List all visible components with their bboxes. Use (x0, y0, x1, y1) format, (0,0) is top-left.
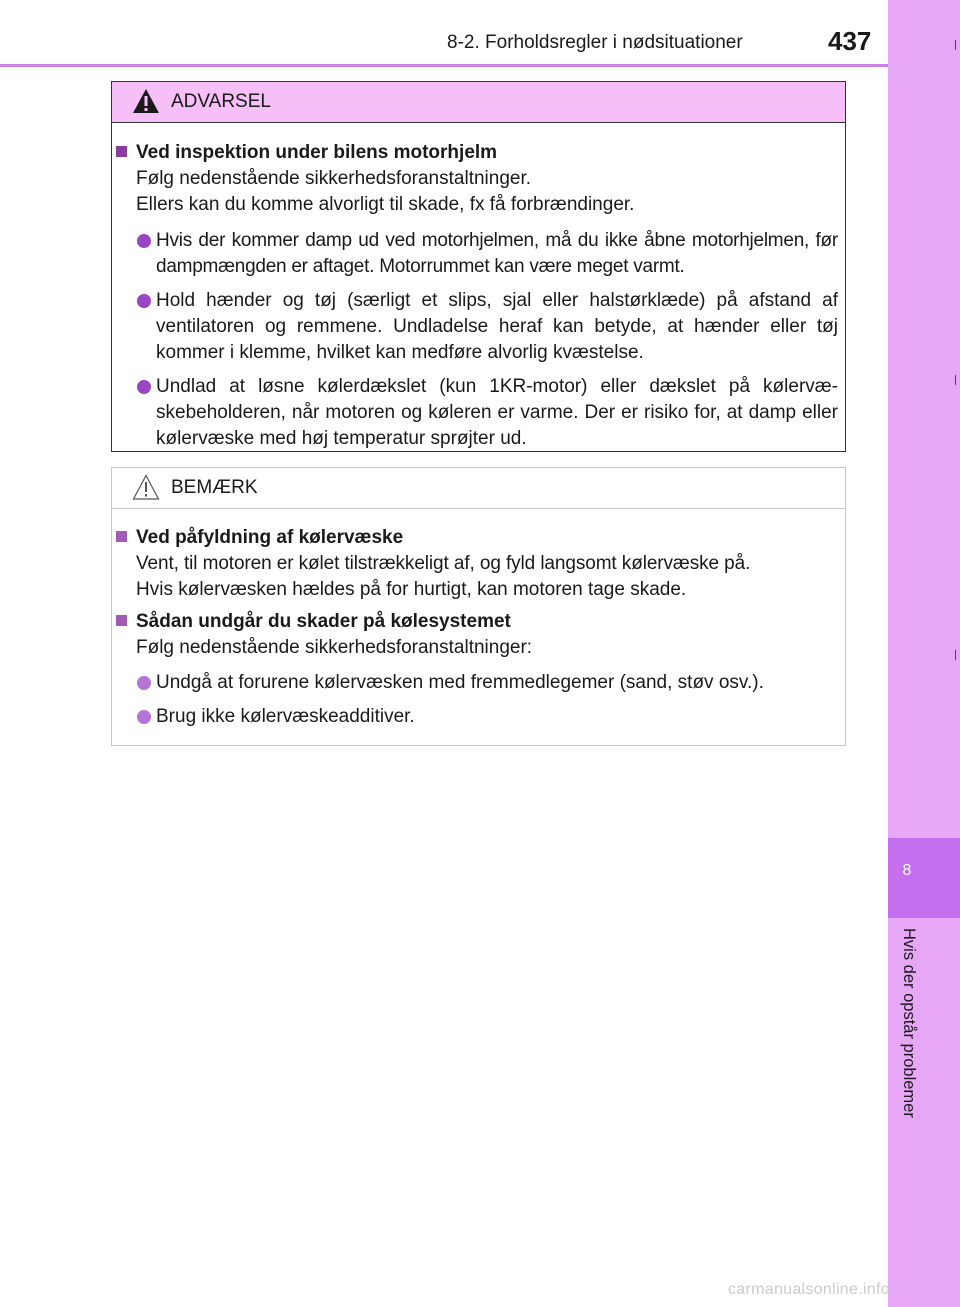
warning-content (112, 139, 845, 452)
notice-box (111, 467, 846, 746)
round-bullet-icon (137, 294, 151, 308)
header-rule (0, 64, 888, 67)
notice-bullet: Brug ikke kølervæskeadditiver. (136, 704, 838, 730)
round-bullet-icon (137, 380, 151, 394)
warning-heading: Ved inspektion under bilens motorhjelm (136, 139, 838, 166)
warning-intro: Følg nedenstående sikkerhedsforanstaltninger. Ellers kan du komme alvorligt til skade, fx få forbrændinger. (136, 168, 635, 215)
square-bullet-icon (116, 146, 127, 157)
notice-content (112, 524, 845, 730)
notice-bullet: Undgå at forurene kølervæsken med fremmedlegemer (sand, støv osv.). (136, 670, 838, 696)
page-number: 437 (828, 26, 872, 56)
crop-mark (955, 650, 956, 660)
warning-label: ADVARSEL (171, 91, 271, 112)
notice-label: BEMÆRK (171, 477, 258, 498)
watermark: carmanualsonline.info (728, 1281, 890, 1298)
round-bullet-icon (137, 710, 151, 724)
notice-text-1: Vent, til motoren er kølet tilstrækkeligt af, og fyld langsomt kølervæske på. Hvis kølervæsken hældes på for hurtigt, kan motoren tage skade. (136, 553, 751, 600)
warning-header (112, 82, 845, 123)
notice-text-2: Følg nedenstående sikkerhedsforanstaltninger: (136, 637, 533, 658)
square-bullet-icon (116, 531, 127, 542)
notice-heading-2: Sådan undgår du skader på kølesystemet (136, 608, 838, 635)
crop-mark (955, 40, 956, 50)
notice-header (112, 468, 845, 509)
warning-bullet: Hvis der kommer damp ud ved motorhjelmen, må du ikke åbne motorhjelmen, før dampmængden er aftaget. Motorrummet kan være meget varmt. (136, 228, 838, 280)
warning-bullet: Undlad at løsne kølerdækslet (kun 1KR-motor) eller dækslet på kølervæ-skebeholderen, når motoren og køleren er varme. Der er risiko for, at damp eller kølervæske med høj temperatur sprøjter ud. (136, 374, 838, 452)
section-title: 8-2. Forholdsregler i nødsituationer (447, 32, 743, 53)
round-bullet-icon (137, 676, 151, 690)
warning-bullet: Hold hænder og tøj (særligt et slips, sjal eller halstørklæde) på afstand af ventilatoren og remmene. Undladelse heraf kan betyde, at hænder eller tøj kommer i klemme, hvilket kan medføre alvorlig kvæstelse. (136, 288, 838, 366)
round-bullet-icon (137, 234, 151, 248)
warning-box (111, 81, 846, 452)
caution-triangle-icon (132, 474, 160, 500)
crop-mark (955, 375, 956, 385)
warning-triangle-icon (132, 88, 160, 114)
notice-heading-1: Ved påfyldning af kølervæske (136, 524, 838, 551)
chapter-label: Hvis der opstår problemer (900, 928, 918, 1118)
chapter-number: 8 (902, 862, 912, 879)
square-bullet-icon (116, 615, 127, 626)
